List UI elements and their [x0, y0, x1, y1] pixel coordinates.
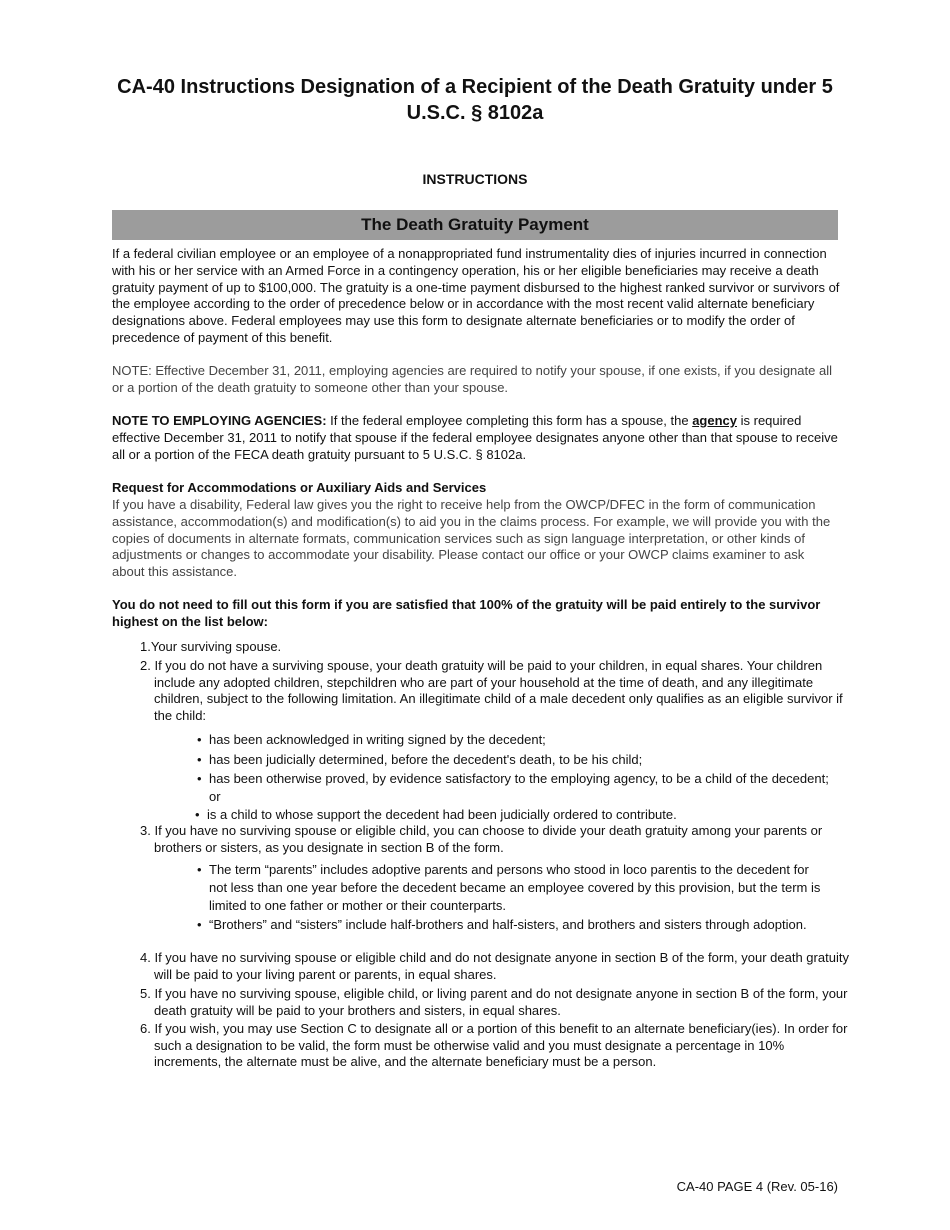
list-item-2: 2. If you do not have a surviving spouse, your death gratuity will be paid to your children, in equal shares. Your children include any adopted children, stepchildren who are part of your household at the time of death, and any illegitimate children, subject to the following limitation. An illegitimate child of a male decedent only qualifies as an eligible survivor if the child: — [140, 658, 843, 723]
agency-note-paragraph — [112, 413, 840, 463]
page-title: CA-40 Instructions Designation of a Recipient of the Death Gratuity under 5 U.S.C. § 8102a — [117, 76, 833, 124]
page-footer: CA-40 PAGE 4 (Rev. 05-16) — [676, 1179, 838, 1194]
agency-link[interactable]: agency — [692, 413, 737, 428]
list-item-1: 1.Your surviving spouse. — [140, 639, 282, 654]
list-item-5: 5. If you have no surviving spouse, eligible child, or living parent and do not designate anyone in section B of the form, your death gratuity will be paid to your brothers and sisters, in equal shares. — [140, 986, 848, 1018]
instructions-heading: INSTRUCTIONS — [422, 171, 528, 187]
list-item-3-bullet-2: • “Brothers” and “sisters” include half-brothers and half-sisters, and brothers and sisters through adoption. — [197, 917, 807, 932]
accommodations-paragraph: If you have a disability, Federal law gives you the right to receive help from the OWCP/DFEC in the form of communication assistance, accommodation(s) and modification(s) to aid you in the claims process. For example, we will provide you with the copies of documents in alternate formats, communication services such as sign language interpretation, or other kinds of adjustments or changes to accommodate your disability. Please contact our office or your OWCP claims examiner to ask about this assistance. — [112, 497, 831, 580]
agency-note-text-before: If the federal employee completing this form has a spouse, the — [326, 413, 693, 428]
accommodations-heading: Request for Accommodations or Auxiliary Aids and Services — [112, 480, 487, 495]
list-item-2-bullet-1: • has been acknowledged in writing signed by the decedent; — [197, 732, 546, 747]
list-item-2-bullet-3: • has been otherwise proved, by evidence satisfactory to the employing agency, to be a child of the decedent; or — [197, 771, 829, 804]
bold-notice: You do not need to fill out this form if you are satisfied that 100% of the gratuity will be paid entirely to the survivor highest on the list below: — [112, 597, 821, 629]
list-item-2-bullet-2: • has been judicially determined, before the decedent's death, to be his child; — [197, 752, 643, 767]
list-item-2-bullet-4: • is a child to whose support the decedent had been judicially ordered to contribute. — [195, 807, 677, 822]
list-item-3: 3. If you have no surviving spouse or eligible child, you can choose to divide your death gratuity among your parents or brothers or sisters, as you designate in section B of the form. — [140, 823, 823, 855]
list-item-3-bullet-1: • The term “parents” includes adoptive parents and persons who stood in loco parentis to the decedent for not less than one year before the decedent became an employee covered by this provision, but the term is limited to one father or mother or their counterparts. — [197, 862, 821, 913]
list-item-6: 6. If you wish, you may use Section C to designate all or a portion of this benefit to an alternate beneficiary(ies). In order for such a designation to be valid, the form must be otherwise valid and you must designate a percentage in 10% increments, the alternate must be alive, and the alternate beneficiary must be a person. — [140, 1021, 848, 1070]
agency-note-label: NOTE TO EMPLOYING AGENCIES: — [112, 413, 327, 428]
list-item-4: 4. If you have no surviving spouse or eligible child and do not designate anyone in section B of the form, your death gratuity will be paid to your living parent or parents, in equal shares. — [140, 950, 849, 982]
section-heading-bar: The Death Gratuity Payment — [112, 210, 838, 240]
intro-paragraph: If a federal civilian employee or an employee of a nonappropriated fund instrumentality dies of injuries incurred in connection with his or her service with an Armed Force in a contingency operation, his or her eligible beneficiaries may receive a death gratuity payment of up to $100,000. The gratuity is a one-time payment disbursed to the highest ranked survivor or survivors of the employee according to the order of precedence below or in accordance with the most recent valid alternate beneficiary designations above. Federal employees may use this form to designate alternate beneficiaries or to modify the order of precedence of payment of this benefit. — [112, 246, 840, 345]
note-paragraph: NOTE: Effective December 31, 2011, employing agencies are required to notify your spouse, if one exists, if you designate all or a portion of the death gratuity to someone other than your spouse. — [112, 363, 832, 395]
agency-note-text-after: is required effective December 31, 2011 to notify that spouse if the federal employee designates anyone other than that spouse to receive all or a portion of the FECA death gratuity pursuant to 5 U.S.C. § 8102a. — [112, 413, 838, 462]
